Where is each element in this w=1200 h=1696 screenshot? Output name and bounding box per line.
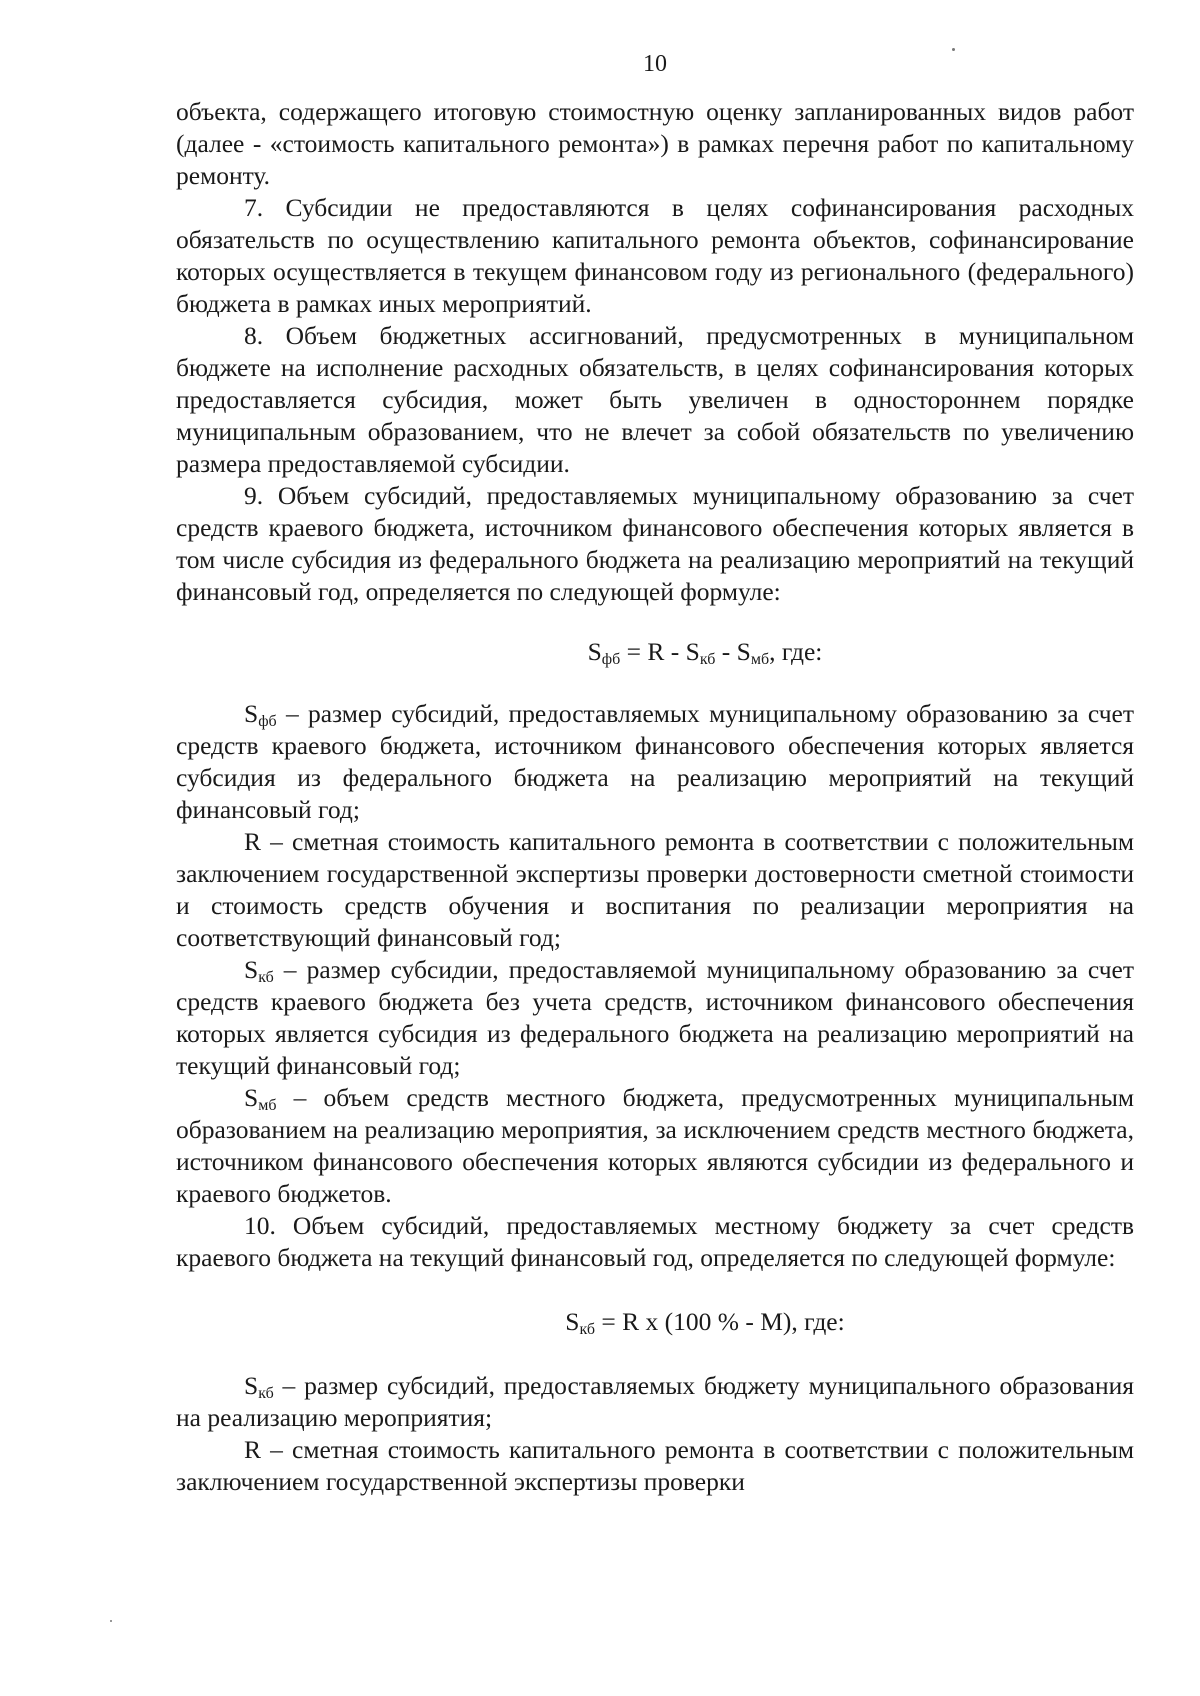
paragraph-9: 9. Объем субсидий, предоставляемых муниципальному образованию за счет средств краевого бюджета, источником финансового обеспечения которых является в том числе субсидия из федерального бюджета на реализацию мероприятий на текущий финансовый год, определяется по следующей формуле: <box>176 481 1134 606</box>
definition-r: R – сметная стоимость капитального ремонта в соответствии с положительным заключением государственной экспертизы проверки достоверности сметной стоимости и стоимость средств обучения и воспитания по реализации мероприятия на соответствующий финансовый год; <box>176 827 1134 952</box>
document-body <box>176 96 1134 1498</box>
definition2-r: R – сметная стоимость капитального ремонта в соответствии с положительным заключением государственной экспертизы проверки <box>176 1435 1134 1496</box>
definition2-s-kb: $S_{кб}$ – размер субсидий, предоставляемых бюджету муниципального образования на реализацию мероприятия; <box>176 1371 1134 1432</box>
definition-s-fb: $S_{фб}$ – размер субсидий, предоставляемых муниципальному образованию за счет средств краевого бюджета, источником финансового обеспечения которых является субсидия из федерального бюджета на реализацию мероприятий на текущий финансовый год; <box>176 699 1134 824</box>
paragraph-8: 8. Объем бюджетных ассигнований, предусмотренных в муниципальном бюджете на исполнение расходных обязательств, в целях софинансирования которых предоставляется субсидия, может быть увеличен в одностороннем порядке муниципальным образованием, что не влечет за собой обязательств по увеличению размера предоставляемой субсидии. <box>176 321 1134 478</box>
formula-subsidy-federal: $S_{фб} = R - S_{кб} - S_{мб}$, где: <box>587 637 823 668</box>
formula-subsidy-regional: $S_{кб} = R$ x (100 % - M), где: <box>565 1307 845 1338</box>
paragraph-10: 10. Объем субсидий, предоставляемых местному бюджету за счет средств краевого бюджета на текущий финансовый год, определяется по следующей формуле: <box>176 1211 1134 1272</box>
scan-speck <box>110 1620 112 1622</box>
paragraph-continuation: объекта, содержащего итоговую стоимостную оценку запланированных видов работ (далее - «стоимость капитального ремонта») в рамках перечня работ по капитальному ремонту. <box>176 97 1134 190</box>
definition-s-mb: $S_{мб}$ – объем средств местного бюджета, предусмотренных муниципальным образованием на реализацию мероприятия, за исключением средств местного бюджета, источником финансового обеспечения которых являются субсидии из федерального и краевого бюджетов. <box>176 1083 1134 1208</box>
page-number: 10 <box>643 51 667 77</box>
definition-s-kb: $S_{кб}$ – размер субсидии, предоставляемой муниципальному образованию за счет средств краевого бюджета без учета средств, источником финансового обеспечения которых является субсидия из федерального бюджета на реализацию мероприятий на текущий финансовый год; <box>176 955 1134 1080</box>
paragraph-7: 7. Субсидии не предоставляются в целях софинансирования расходных обязательств по осуществлению капитального ремонта объектов, софинансирование которых осуществляется в текущем финансовом году из регионального (федерального) бюджета в рамках иных мероприятий. <box>176 193 1134 318</box>
scan-speck <box>952 48 955 51</box>
